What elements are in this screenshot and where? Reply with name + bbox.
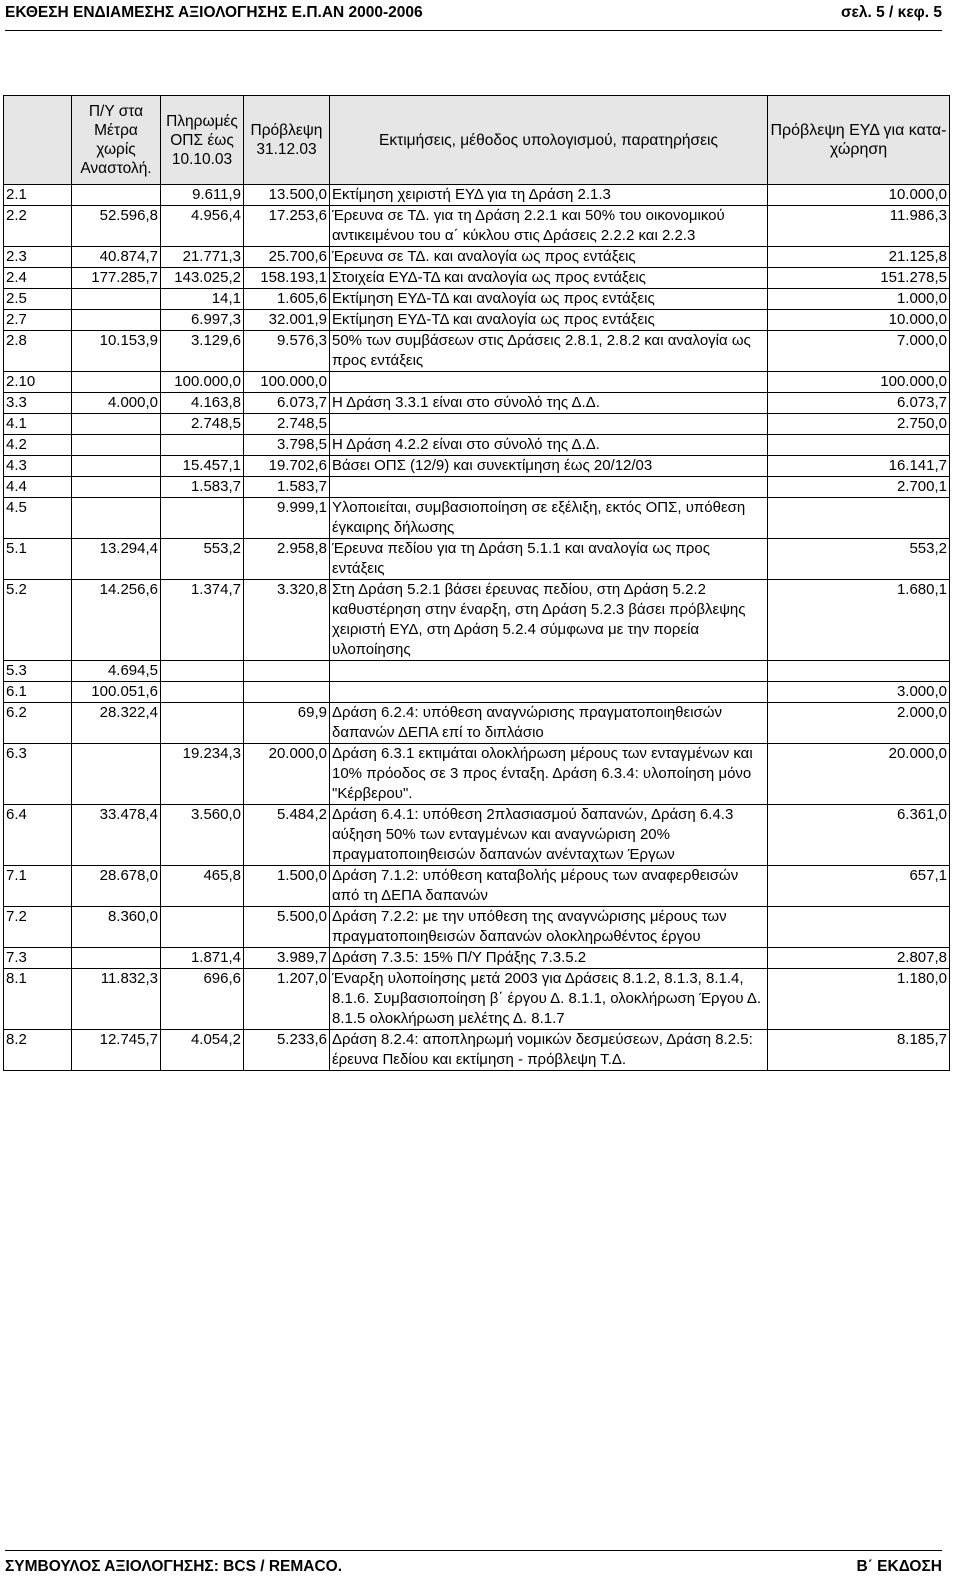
column-header-notes: Εκτιμήσεις, μέθοδος υπολογισμού, παρατηρήσεις <box>330 96 768 185</box>
budget-cell: 33.478,4 <box>72 805 161 866</box>
measure-code-cell: 2.5 <box>4 289 72 310</box>
payments-cell: 21.771,3 <box>161 247 244 268</box>
notes-cell: Δράση 6.2.4: υπόθεση αναγνώρισης πραγματοποιηθεισών δαπανών ΔΕΠΑ επί το διπλάσιο <box>330 703 768 744</box>
notes-cell: Δράση 6.4.1: υπόθεση 2πλασιασμού δαπανών, Δράση 6.4.3 αύξηση 50% των ενταγμένων και αναγνώριση 20% πραγματοποιηθεισών δαπανών ανένταχτων Έργων <box>330 805 768 866</box>
measure-code-cell: 2.7 <box>4 310 72 331</box>
table-row <box>4 477 950 498</box>
projection-cell: 2.000,0 <box>768 703 950 744</box>
projection-cell <box>768 498 950 539</box>
measure-code-cell: 4.2 <box>4 435 72 456</box>
budget-cell <box>72 435 161 456</box>
page-footer <box>5 1550 942 1580</box>
budget-cell <box>72 372 161 393</box>
projection-cell <box>768 907 950 948</box>
forecast-cell: 5.233,6 <box>244 1030 330 1071</box>
forecast-cell: 5.500,0 <box>244 907 330 948</box>
measure-code-cell: 4.4 <box>4 477 72 498</box>
budget-cell <box>72 498 161 539</box>
payments-cell: 1.374,7 <box>161 580 244 661</box>
payments-cell <box>161 682 244 703</box>
forecast-cell <box>244 661 330 682</box>
table-row <box>4 414 950 435</box>
payments-cell: 9.611,9 <box>161 185 244 206</box>
table-row <box>4 1030 950 1071</box>
forecast-cell: 9.576,3 <box>244 331 330 372</box>
column-header-projection: Πρόβλεψη ΕΥΔ για κατα-χώρηση <box>768 96 950 185</box>
measure-code-cell: 2.3 <box>4 247 72 268</box>
forecast-cell: 100.000,0 <box>244 372 330 393</box>
forecast-cell: 158.193,1 <box>244 268 330 289</box>
payments-cell <box>161 435 244 456</box>
forecast-cell: 3.320,8 <box>244 580 330 661</box>
page-header <box>5 4 942 38</box>
budget-cell <box>72 310 161 331</box>
projection-cell <box>768 661 950 682</box>
footer-rule <box>5 1550 942 1551</box>
table-row <box>4 580 950 661</box>
payments-cell: 553,2 <box>161 539 244 580</box>
payments-cell: 19.234,3 <box>161 744 244 805</box>
forecast-cell: 2.748,5 <box>244 414 330 435</box>
table-row <box>4 907 950 948</box>
payments-cell: 15.457,1 <box>161 456 244 477</box>
budget-cell: 14.256,6 <box>72 580 161 661</box>
budget-cell <box>72 477 161 498</box>
measure-code-cell: 2.2 <box>4 206 72 247</box>
budget-cell <box>72 185 161 206</box>
measure-code-cell: 6.4 <box>4 805 72 866</box>
projection-cell: 1.000,0 <box>768 289 950 310</box>
budget-cell: 4.694,5 <box>72 661 161 682</box>
budget-cell: 13.294,4 <box>72 539 161 580</box>
page-number: σελ. 5 / κεφ. 5 <box>840 4 942 21</box>
notes-cell: Έναρξη υλοποίησης μετά 2003 για Δράσεις 8.1.2, 8.1.3, 8.1.4, 8.1.6. Συμβασιοποίηση β΄ έργου Δ. 8.1.1, ολοκλήρωση Έργου Δ. 8.1.5 ολοκλήρωση μελέτης Δ. 8.1.7 <box>330 969 768 1030</box>
projection-cell: 2.750,0 <box>768 414 950 435</box>
measure-code-cell: 8.1 <box>4 969 72 1030</box>
consultant-label: ΣΥΜΒΟΥΛΟΣ ΑΞΙΟΛΟΓΗΣΗΣ: BCS / REMACO. <box>5 1558 343 1575</box>
budget-cell <box>72 414 161 435</box>
projection-cell: 6.073,7 <box>768 393 950 414</box>
table-row <box>4 206 950 247</box>
budget-cell: 28.678,0 <box>72 866 161 907</box>
payments-cell <box>161 907 244 948</box>
projection-cell: 20.000,0 <box>768 744 950 805</box>
table-row <box>4 805 950 866</box>
notes-cell <box>330 661 768 682</box>
budget-cell: 12.745,7 <box>72 1030 161 1071</box>
measure-code-cell: 2.10 <box>4 372 72 393</box>
table-row <box>4 969 950 1030</box>
forecast-cell: 1.500,0 <box>244 866 330 907</box>
notes-cell: Εκτίμηση χειριστή ΕΥΔ για τη Δράση 2.1.3 <box>330 185 768 206</box>
measure-code-cell: 4.3 <box>4 456 72 477</box>
notes-cell: Δράση 7.2.2: με την υπόθεση της αναγνώρισης μέρους των πραγματοποιηθεισών δαπανών ολοκληρωθέντος έργου <box>330 907 768 948</box>
forecast-cell: 3.989,7 <box>244 948 330 969</box>
measure-code-cell: 6.3 <box>4 744 72 805</box>
notes-cell <box>330 414 768 435</box>
table-row <box>4 703 950 744</box>
forecast-cell: 3.798,5 <box>244 435 330 456</box>
payments-cell: 100.000,0 <box>161 372 244 393</box>
notes-cell <box>330 682 768 703</box>
forecast-cell: 6.073,7 <box>244 393 330 414</box>
notes-cell: Η Δράση 3.3.1 είναι στο σύνολό της Δ.Δ. <box>330 393 768 414</box>
payments-cell: 14,1 <box>161 289 244 310</box>
payments-cell: 1.583,7 <box>161 477 244 498</box>
column-header-budget: Π/Υ στα Μέτρα χωρίς Αναστολή. <box>72 96 161 185</box>
table-row <box>4 372 950 393</box>
payments-cell <box>161 498 244 539</box>
budget-cell: 11.832,3 <box>72 969 161 1030</box>
budget-cell: 8.360,0 <box>72 907 161 948</box>
measure-code-cell: 5.3 <box>4 661 72 682</box>
forecast-cell <box>244 682 330 703</box>
forecast-cell: 9.999,1 <box>244 498 330 539</box>
payments-cell: 465,8 <box>161 866 244 907</box>
forecast-cell: 1.605,6 <box>244 289 330 310</box>
notes-cell: Υλοποιείται, συμβασιοποίηση σε εξέλιξη, εκτός ΟΠΣ, υπόθεση έγκαιρης δήλωσης <box>330 498 768 539</box>
forecast-cell: 32.001,9 <box>244 310 330 331</box>
projection-cell: 553,2 <box>768 539 950 580</box>
table-row <box>4 331 950 372</box>
measure-code-cell: 5.2 <box>4 580 72 661</box>
table-row <box>4 744 950 805</box>
header-rule <box>5 30 942 31</box>
payments-cell: 2.748,5 <box>161 414 244 435</box>
table-row <box>4 435 950 456</box>
budget-cell <box>72 456 161 477</box>
table-row <box>4 268 950 289</box>
notes-cell: Εκτίμηση ΕΥΔ-ΤΔ και αναλογία ως προς εντάξεις <box>330 289 768 310</box>
table-row <box>4 539 950 580</box>
measure-code-cell: 8.2 <box>4 1030 72 1071</box>
payments-cell: 143.025,2 <box>161 268 244 289</box>
table-row <box>4 247 950 268</box>
payments-cell: 4.163,8 <box>161 393 244 414</box>
measure-code-cell: 4.1 <box>4 414 72 435</box>
payments-cell: 4.956,4 <box>161 206 244 247</box>
table-row <box>4 310 950 331</box>
payments-cell <box>161 661 244 682</box>
notes-cell: Δράση 6.3.1 εκτιμάται ολοκλήρωση μέρους των ενταγμένων και 10% πρόοδος σε 3 προς ένταξη. Δράση 6.3.4: υλοποίηση μόνο "Κέρβερου". <box>330 744 768 805</box>
payments-cell: 3.560,0 <box>161 805 244 866</box>
projection-cell <box>768 435 950 456</box>
budget-cell: 28.322,4 <box>72 703 161 744</box>
measure-code-cell: 5.1 <box>4 539 72 580</box>
column-header-forecast: Πρόβλεψη 31.12.03 <box>244 96 330 185</box>
projection-cell: 8.185,7 <box>768 1030 950 1071</box>
payments-cell: 696,6 <box>161 969 244 1030</box>
projection-cell: 21.125,8 <box>768 247 950 268</box>
projection-cell: 3.000,0 <box>768 682 950 703</box>
projection-cell: 1.680,1 <box>768 580 950 661</box>
notes-cell <box>330 372 768 393</box>
notes-cell: Βάσει ΟΠΣ (12/9) και συνεκτίμηση έως 20/12/03 <box>330 456 768 477</box>
projection-cell: 6.361,0 <box>768 805 950 866</box>
projection-cell: 10.000,0 <box>768 310 950 331</box>
notes-cell: Η Δράση 4.2.2 είναι στο σύνολό της Δ.Δ. <box>330 435 768 456</box>
table-row <box>4 682 950 703</box>
payments-cell: 6.997,3 <box>161 310 244 331</box>
notes-cell: Δράση 8.2.4: αποπληρωμή νομικών δεσμεύσεων, Δράση 8.2.5: έρευνα Πεδίου και εκτίμηση - πρόβλεψη Τ.Δ. <box>330 1030 768 1071</box>
forecast-cell: 25.700,6 <box>244 247 330 268</box>
measure-code-cell: 7.3 <box>4 948 72 969</box>
measure-code-cell: 6.1 <box>4 682 72 703</box>
notes-cell: Δράση 7.1.2: υπόθεση καταβολής μέρους των αναφερθεισών από τη ΔΕΠΑ δαπανών <box>330 866 768 907</box>
table-row <box>4 948 950 969</box>
report-title: ΕΚΘΕΣΗ ΕΝΔΙΑΜΕΣΗΣ ΑΞΙΟΛΟΓΗΣΗΣ Ε.Π.ΑΝ 2000-2006 <box>5 4 423 21</box>
forecast-cell: 1.207,0 <box>244 969 330 1030</box>
forecast-table <box>3 95 950 1071</box>
table-row <box>4 289 950 310</box>
table-row <box>4 661 950 682</box>
column-header-payments: Πληρωμές ΟΠΣ έως 10.10.03 <box>161 96 244 185</box>
budget-cell <box>72 744 161 805</box>
payments-cell <box>161 703 244 744</box>
forecast-cell: 17.253,6 <box>244 206 330 247</box>
notes-cell: 50% των συμβάσεων στις Δράσεις 2.8.1, 2.8.2 και αναλογία ως προς εντάξεις <box>330 331 768 372</box>
notes-cell: Εκτίμηση ΕΥΔ-ΤΔ και αναλογία ως προς εντάξεις <box>330 310 768 331</box>
measure-code-cell: 4.5 <box>4 498 72 539</box>
notes-cell: Στη Δράση 5.2.1 βάσει έρευνας πεδίου, στη Δράση 5.2.2 καθυστέρηση στην έναρξη, στη Δράση 5.2.3 βάσει πρόβλεψης χειριστή ΕΥΔ, στη Δράση 5.2.4 σύμφωνα με την πορεία υλοποίησης <box>330 580 768 661</box>
projection-cell: 1.180,0 <box>768 969 950 1030</box>
projection-cell: 2.807,8 <box>768 948 950 969</box>
forecast-cell: 1.583,7 <box>244 477 330 498</box>
forecast-cell: 69,9 <box>244 703 330 744</box>
budget-cell: 52.596,8 <box>72 206 161 247</box>
budget-cell <box>72 289 161 310</box>
notes-cell <box>330 477 768 498</box>
measure-code-cell: 2.1 <box>4 185 72 206</box>
forecast-cell: 5.484,2 <box>244 805 330 866</box>
forecast-cell: 13.500,0 <box>244 185 330 206</box>
notes-cell: Στοιχεία ΕΥΔ-ΤΔ και αναλογία ως προς εντάξεις <box>330 268 768 289</box>
notes-cell: Έρευνα σε ΤΔ. και αναλογία ως προς εντάξεις <box>330 247 768 268</box>
payments-cell: 3.129,6 <box>161 331 244 372</box>
forecast-cell: 20.000,0 <box>244 744 330 805</box>
payments-cell: 4.054,2 <box>161 1030 244 1071</box>
measure-code-cell: 6.2 <box>4 703 72 744</box>
measure-code-cell: 3.3 <box>4 393 72 414</box>
measure-code-cell: 7.1 <box>4 866 72 907</box>
table-header-row <box>4 96 950 185</box>
projection-cell: 2.700,1 <box>768 477 950 498</box>
budget-cell: 177.285,7 <box>72 268 161 289</box>
table-row <box>4 866 950 907</box>
notes-cell: Έρευνα πεδίου για τη Δράση 5.1.1 και αναλογία ως προς εντάξεις <box>330 539 768 580</box>
projection-cell: 7.000,0 <box>768 331 950 372</box>
table-row <box>4 498 950 539</box>
notes-cell: Δράση 7.3.5: 15% Π/Υ Πράξης 7.3.5.2 <box>330 948 768 969</box>
table-row <box>4 393 950 414</box>
budget-cell <box>72 948 161 969</box>
measure-code-cell: 7.2 <box>4 907 72 948</box>
projection-cell: 657,1 <box>768 866 950 907</box>
projection-cell: 151.278,5 <box>768 268 950 289</box>
projection-cell: 11.986,3 <box>768 206 950 247</box>
table-body <box>4 185 950 1071</box>
budget-cell: 4.000,0 <box>72 393 161 414</box>
payments-cell: 1.871,4 <box>161 948 244 969</box>
table-row <box>4 456 950 477</box>
projection-cell: 16.141,7 <box>768 456 950 477</box>
measure-code-cell: 2.8 <box>4 331 72 372</box>
forecast-cell: 2.958,8 <box>244 539 330 580</box>
measure-code-cell: 2.4 <box>4 268 72 289</box>
forecast-cell: 19.702,6 <box>244 456 330 477</box>
budget-cell: 100.051,6 <box>72 682 161 703</box>
table-row <box>4 185 950 206</box>
projection-cell: 10.000,0 <box>768 185 950 206</box>
budget-cell: 10.153,9 <box>72 331 161 372</box>
projection-cell: 100.000,0 <box>768 372 950 393</box>
column-header-code <box>4 96 72 185</box>
budget-cell: 40.874,7 <box>72 247 161 268</box>
edition-label: Β΄ ΕΚΔΟΣΗ <box>856 1558 942 1575</box>
notes-cell: Έρευνα σε ΤΔ. για τη Δράση 2.2.1 και 50% του οικονομικού αντικειμένου του α΄ κύκλου στις Δράσεις 2.2.2 και 2.2.3 <box>330 206 768 247</box>
